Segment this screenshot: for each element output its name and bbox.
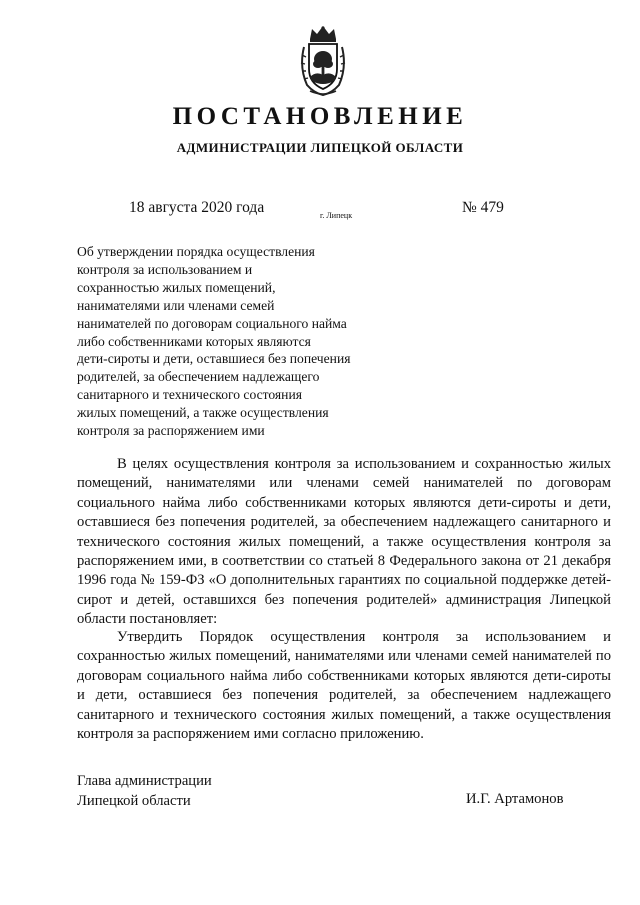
subject-line: либо собственниками которых являются bbox=[77, 333, 311, 349]
resolution-paragraph: Утвердить Порядок осуществления контроля за использованием и сохранностью жилых помещений, нанимателями или членами семей нанимателей по договорам социального найма либо собственниками которых являются дети-сироты и дети, оставшиеся без попечения родителей, за обеспечением надлежащего санитарного и технического состояния жилых помещений, а также осуществления контроля за распоряжением ими согласно приложению. bbox=[77, 629, 611, 743]
subject-line: сохранностью жилых помещений, bbox=[77, 279, 276, 295]
subject-line: контроля за использованием и bbox=[77, 261, 253, 277]
document-city: г. Липецк bbox=[320, 211, 353, 220]
subject-line: Об утверждении порядка осуществления bbox=[77, 244, 315, 259]
signatory-position-line: Липецкой области bbox=[77, 793, 191, 809]
subject-line: дети-сироты и дети, оставшиеся без попечения bbox=[77, 351, 351, 367]
issuing-authority: АДМИНИСТРАЦИИ ЛИПЕЦКОЙ ОБЛАСТИ bbox=[176, 140, 464, 155]
preamble-paragraph: В целях осуществления контроля за использованием и сохранностью жилых помещений, нанимателями или членами семей нанимателей по договорам социального найма либо собственниками которых являются дети-сироты и дети, оставшиеся без попечения родителей, за обеспечением надлежащего санитарного и технического состояния жилых помещений, а также осуществления контроля за распоряжением ими, в соответствии со статьей 8 Федерального закона от 21 декабря 1996 года № 159-ФЗ «О дополнительных гарантиях по социальной поддержке детей-сирот и детей, оставшихся без попечения родителей» администрация Липецкой области постановляет: bbox=[77, 456, 611, 628]
subject-line: санитарного и технического состояния bbox=[77, 387, 302, 403]
signatory-name: И.Г. Артамонов bbox=[466, 791, 564, 807]
document-date: 18 августа 2020 года bbox=[129, 199, 265, 216]
subject-line: контроля за распоряжением ими bbox=[77, 423, 265, 439]
document-number: № 479 bbox=[462, 199, 504, 216]
subject-line: жилых помещений, а также осуществления bbox=[77, 405, 329, 421]
signatory-position-line: Глава администрации bbox=[77, 773, 212, 789]
subject-line: родителей, за обеспечением надлежащего bbox=[77, 369, 320, 385]
subject-line: нанимателями или членами семей bbox=[77, 297, 275, 313]
signatory-position bbox=[77, 771, 212, 811]
document-subject bbox=[77, 243, 407, 440]
coat-of-arms-icon bbox=[298, 25, 348, 97]
document-title: ПОСТАНОВЛЕНИЕ bbox=[172, 103, 468, 130]
subject-line: нанимателей по договорам социального найма bbox=[77, 315, 347, 331]
